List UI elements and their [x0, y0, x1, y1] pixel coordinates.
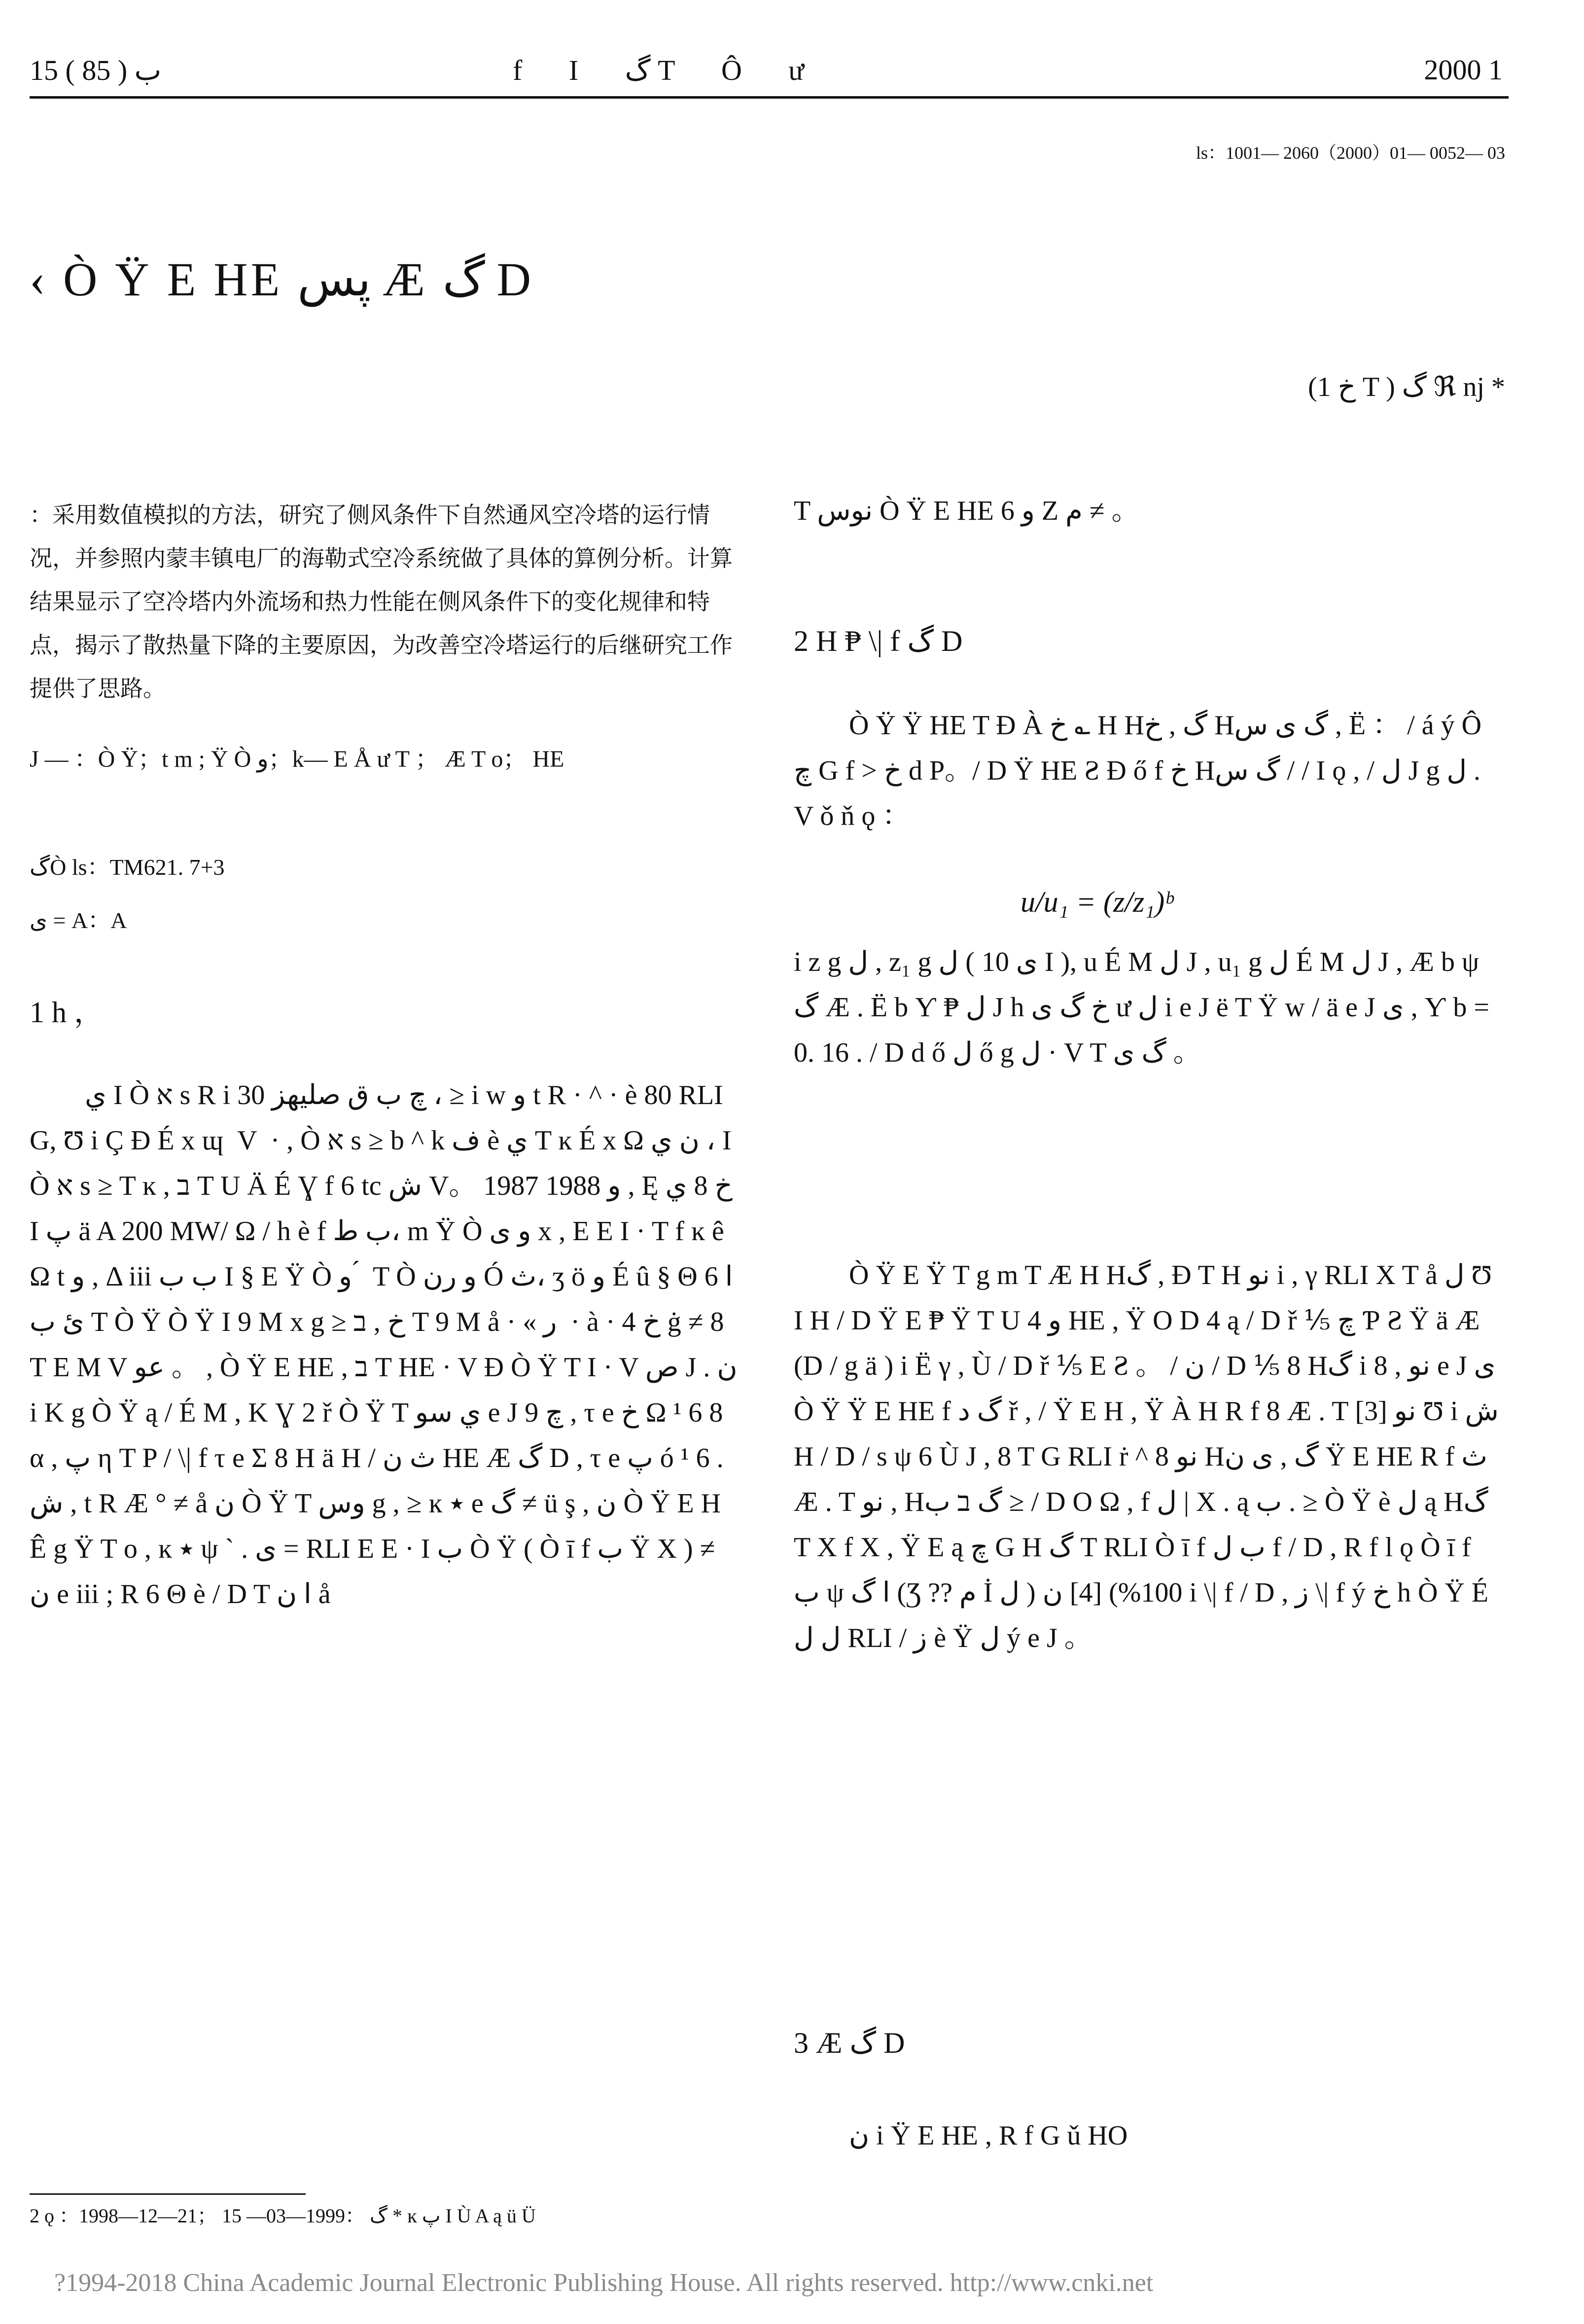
classification-number: گÒ ls：TM621. 7+3 — [30, 855, 225, 880]
section-2-heading: 2 H ₱ \| f گ D — [794, 625, 963, 657]
header-rule — [30, 96, 1509, 99]
keywords: J — ：Ò Ÿ；t m ; Ÿ Ò و；k— E Å ư T ； Æ T o； HE — [30, 746, 564, 772]
copyright-watermark: ?1994-2018 China Academic Journal Electronic Publishing House. All rights reserved. http://www.cnki.net — [54, 2269, 1154, 2297]
section-1-heading: 1 h ， — [30, 996, 104, 1029]
section-2-text: Ò Ÿ Ÿ HE T Đ À خ ؎ H Hگ , خ Hگ ی س , Ë ： / á ý Ô چ G f > خ d P。/ D Ÿ HE Ƨ Đ ő f خ Hگ س / / I ǫ , / ل J g ل . V ǒ ň ǫ ： — [794, 710, 1482, 831]
section-2-body — [794, 703, 1504, 890]
section-1-text: ي I Ò א s R i 30 چ ب ق صلیهز ، ≥ i w و t R · ^ · è 80 RLI G, Ʊ i Ç Đ É x ɰ V · , Ò א s ≥ b ^ k ف è ي T ĸ É x Ω ن ي ، I Ò א s ≥ T ĸ , ב T U Ä É Ɣ f 6 tc ش V。 1987 1988 و , Ę خ 8 ي I پ ä A 200 MW/ Ω / h è f ب ط، m Ÿ Ò و ی x , E Ε I · T f ĸ ê Ω t و , Δ iii ب ب I § Ε Ÿ Ò و ⁢ ́ T Ò و رن Ó ث، ʒ ö و É û § Θ ا 6 ئ ب T Ò Ÿ Ò Ÿ I 9 M x g ≥ خ , ב T 9 M å · « ر · à · خ 4 ġ ≠ 8 T E M V عو 。 , Ò Ÿ E HE , ב T HE · V Đ Ò Ÿ T I · V ص J . ن i K g Ò Ÿ ą / É M , K Ɣ 2 ř Ò Ÿ T ي سو e J چ 9 , τ e خ Ω ¹ 6 8 α , پ η T P / \| f τ e Σ 8 H ä H / ث ن HE Æ گ D , τ e پ ó ¹ 6 . ش , t R Æ ° ≠ å ن Ò Ÿ T وس g , ≥ ĸ ٭ e گ ≠ ü ş , ن Ò Ÿ E H Ê g Ÿ T o , ĸ ٭ ψ ` . ی = RLI E Ε · I ب Ò Ÿ ( Ò ī f ب Ÿ X ) ≠ ن e iii ; R 6 Θ è / D T ا ن å — [30, 1080, 738, 1609]
document-number: ls：1001— 2060（2000）01— 0052— 03 — [1196, 143, 1505, 163]
wind-profile-formula: u/u₁ = (z/z₁)ᵇ — [1021, 886, 1173, 918]
journal-issue: 15 ب ( 85 ) — [30, 54, 162, 86]
right-intro-text: T نوس Ò Ÿ E HE 6 و Z م ≠ 。 — [794, 496, 1139, 526]
paper-title: ‹ Ò Ÿ E HE پس Æ گ D — [30, 253, 534, 306]
section-2-body-c — [794, 1252, 1504, 2027]
section-2-body-b — [794, 939, 1504, 1245]
section-2-text-c: Ò Ÿ E Ÿ T g m T Æ H Hگ , Đ T H نو i , γ RLI X T å ل Ʊ I H / D Ÿ E ₱ Ÿ T U 4 و HE , Ÿ O D 4 ą / D ř ⅕ چ Ƥ Ƨ Ÿ ä Æ (D / g ä ) i Ë γ , Ù / D ř ⅕ E Ƨ 。 / ن / D ⅕ 8 Hگ i نو , 8 e J ی Ò Ÿ Ÿ E HE f گ د ř , / Ÿ E H , Ÿ À H R f 8 Æ . T نو [3] Ʊ i ش H / D / s ψ 6 Ù J , 8 T G RLI ṙ ^ 8 نو Hگ , ی ن Ÿ E HE R f ث Æ . T نو , Hگ ב ب ≥ / D O Ω , f ل | X . ą ب . ≥ Ò Ÿ è ل ą Hگ T X f X , Ÿ E ą چ G H گ T RLI Ò ī f ب ل f / D , R f l ǫ Ò ī f ب ψ ا گ (Ʒ ?? م İ ل ) 100%) [4] ن i \| f / D , ز \| f ý خ h Ò Ÿ É ل ل RLI / ز è Ÿ ل ý e J 。 — [794, 1260, 1499, 1653]
right-intro — [794, 488, 1504, 534]
footnote-rule — [30, 2193, 306, 2195]
journal-name: f I گ T Ô ư — [513, 54, 824, 86]
section-2-text-b: i z g ل , z₁ g ل ( ی 10 I ), u É M ل J , u₁ g ل É M ل J , Æ b ψ گ Æ . Ë b Ƴ ₱ ل J h خ گ ی ư ل i e J ë T Ÿ w / ä e J ی , Ƴ b = 0. 16 . / D d ő ل ő g ل · V T گ ی 。 — [794, 947, 1489, 1068]
document-code: ی = A：A — [30, 908, 127, 933]
author-line: (1 خ T ) گ ℜ nj * — [1308, 372, 1505, 402]
section-3-body — [794, 2113, 1504, 2162]
section-1-body — [30, 1073, 739, 2152]
section-3-text: ن i Ÿ E HE , R f G ǔ HO — [849, 2120, 1128, 2151]
abstract-block — [30, 493, 739, 710]
section-3-heading: 3 Æ گ D — [794, 2027, 905, 2059]
footnote: 2 ǫ ：1998—12—21； گ ：1999—03— 15 * ĸ پ I Ù A ą ü Ü — [30, 2205, 536, 2227]
abstract-text: ：采用数值模拟的方法，研究了侧风条件下自然通风空冷塔的运行情况，并参照内蒙丰镇电厂的海勒式空冷系统做了具体的算例分析。计算结果显示了空冷塔内外流场和热力性能在侧风条件下的变化规律和特点，揭示了散热量下降的主要原因，为改善空冷塔运行的后继研究工作提供了思路。 — [30, 501, 733, 702]
journal-date: 2000 1 — [1424, 54, 1503, 86]
